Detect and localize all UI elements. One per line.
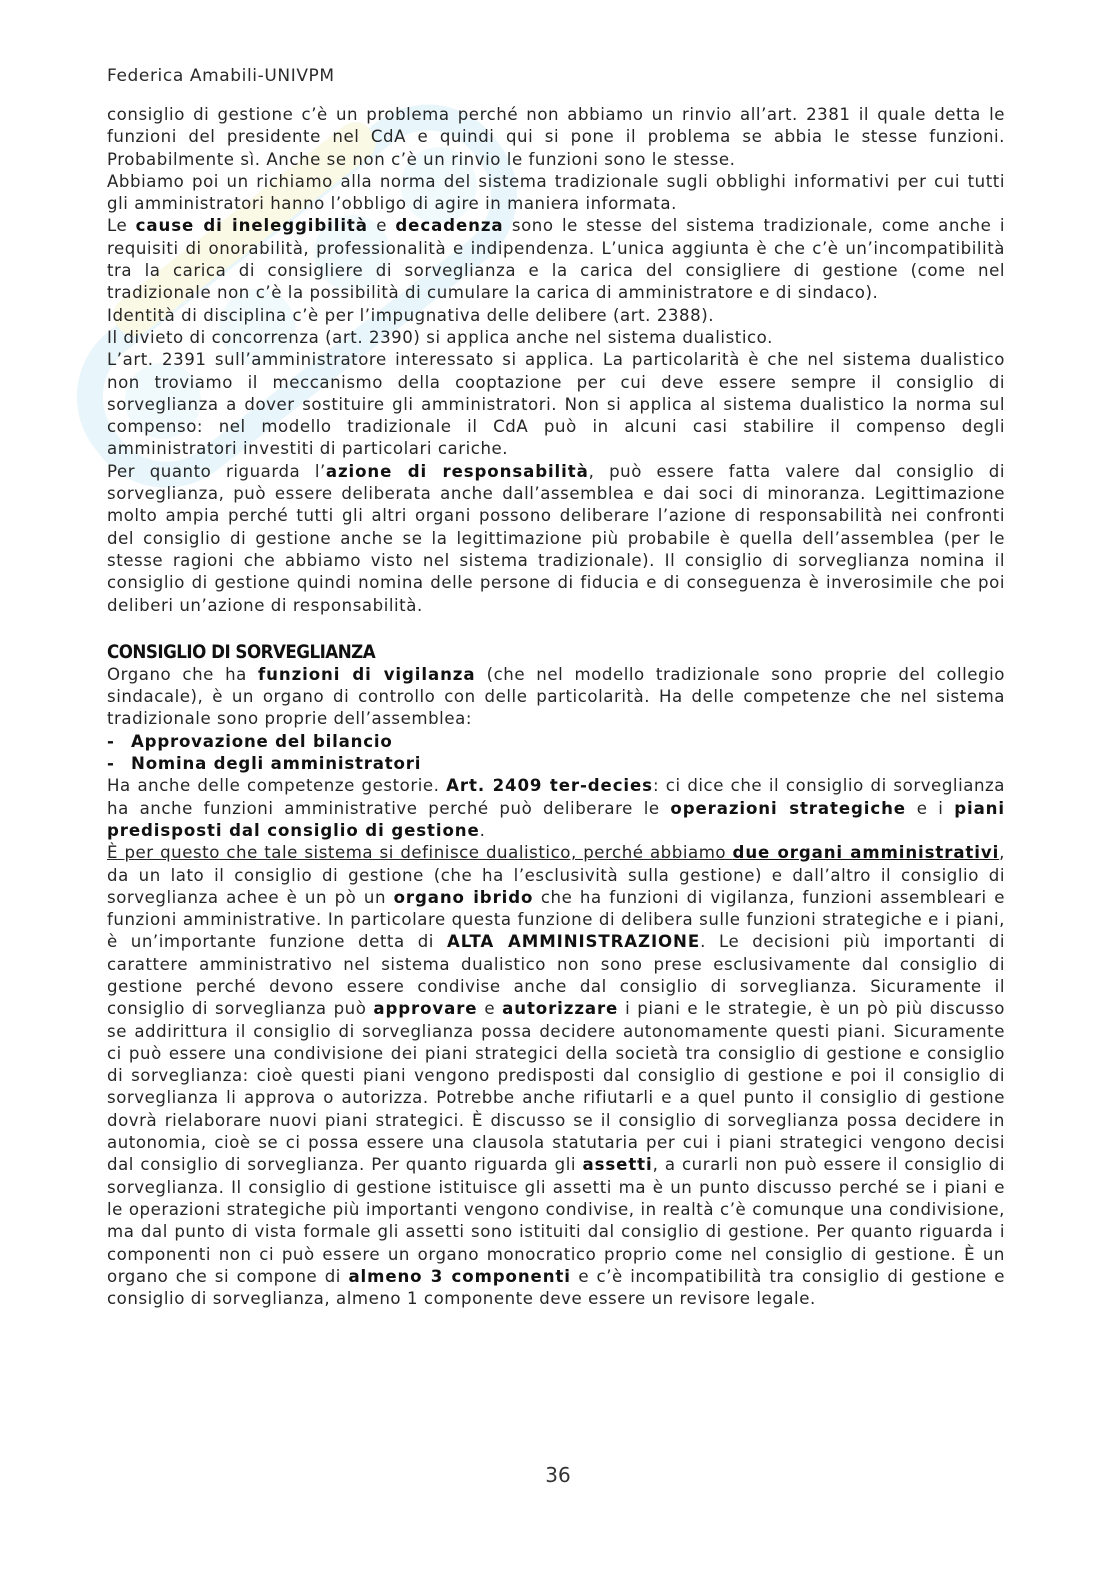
paragraph: Abbiamo poi un richiamo alla norma del sistema tradizionale sugli obblighi informativi per cui tutti gli amministratori hanno l’obbligo di agire in maniera informata. (107, 171, 1005, 214)
paragraph-dualistico: È per questo che tale sistema si definisce dualistico, perché abbiamo due organi amministrativi, da un lato il consiglio di gestione (che ha l’esclusività sulla gestione) e dall’altro il consiglio di sorveglianza achee è un pò un organo ibrido che ha funzioni di vigilanza, funzioni assembleari e funzioni amministrative. In particolare questa funzione di delibera sulle funzioni strategiche e i piani, è un’importante funzione detta di ALTA AMMINISTRAZIONE. Le decisioni più importanti di carattere amministrativo nel sistema dualistico non sono prese esclusivamente dal consiglio di gestione perché devono essere condivise anche dal consiglio di sorveglianza. Sicuramente il consiglio di sorveglianza può approvare e autorizzare i piani e le strategie, è un pò più discusso se addirittura il consiglio di sorveglianza possa decidere autonomamente questi piani. Sicuramente ci può essere una condivisione dei piani strategici della società tra consiglio di gestione e consiglio di sorveglianza: cioè questi piani vengono predisposti dal consiglio di gestione e poi il consiglio di sorveglianza li approva o autorizza. Potrebbe anche rifiutarli e a quel punto il consiglio di gestione dovrà rielaborare nuovi piani strategici. È discusso se il consiglio di sorveglianza possa decidere in autonomia, cioè se ci possa essere una clausola statutaria per cui i piani strategici vengono decisi dal consiglio di sorveglianza. Per quanto riguarda gli assetti, a curarli non può essere il consiglio di sorveglianza. Il consiglio di gestione istituisce gli assetti ma è un punto discusso perché se i piani e le operazioni strategiche più importanti vengono condivise, in realtà c’è comunque una condivisione, ma dal punto di vista formale gli assetti sono istituiti dal consiglio di gestione. Per quanto riguarda i componenti non ci può essere un organo monocratico proprio come nel consiglio di gestione. È un organo che si compone di almeno 3 componenti e c’è incompatibilità tra consiglio di gestione e consiglio di sorveglianza, almeno 1 componente deve essere un revisore legale. (107, 843, 1006, 1309)
paragraph-cause: Le cause di ineleggibilità e decadenza sono le stesse del sistema tradizionale, come anche i requisiti di onorabilità, professionalità e indipendenza. L’unica aggiunta è che c’è un’incompatibilità tra la carica di consigliere di sorveglianza e la carica del consigliere di gestione (come nel tradizionale non c’è la possibilità di cumulare la carica di amministratore e di sindaco). (107, 216, 1005, 303)
list-item: - Approvazione del bilancio (107, 731, 1005, 753)
paragraph-organo: Organo che ha funzioni di vigilanza (che nel modello tradizionale sono proprie del collegio sindacale), è un organo di controllo con delle particolarità. Ha delle competenze che nel sistema tradizionale sono proprie dell’assemblea: (107, 664, 1005, 729)
page-number: 36 (545, 1463, 571, 1487)
paragraph-competenze: Ha anche delle competenze gestorie. Art. 2409 ter-decies: ci dice che il consiglio di sorveglianza ha anche funzioni amministrative perché può deliberare le operazioni strategiche e i piani predisposti dal consiglio di gestione. (107, 776, 1005, 840)
dash-bullet-icon: - (107, 754, 115, 774)
paragraph-azione: Per quanto riguarda l’azione di responsabilità, può essere fatta valere dal consiglio di sorveglianza, può essere deliberata anche dall’assemblea e dai soci di minoranza. Legittimazione molto ampia perché tutti gli altri organi possono deliberare l’azione di responsabilità nei confronti del consiglio di gestione anche se la legittimazione più probabile è quella dell’assemblea (per le stesse ragioni che abbiamo visto nel sistema tradizionale). Il consiglio di sorveglianza nomina il consiglio di gestione quindi nomina delle persone di fiducia e di conseguenza è inverosimile che poi deliberi un’azione di responsabilità. (107, 461, 1005, 615)
list-item: - Nomina degli amministratori (107, 753, 1005, 775)
section-title: CONSIGLIO DI SORVEGLIANZA (107, 640, 376, 663)
paragraph: Il divieto di concorrenza (art. 2390) si applica anche nel sistema dualistico. (107, 327, 773, 347)
document-body (107, 104, 1005, 1310)
paragraph: consiglio di gestione c’è un problema perché non abbiamo un rinvio all’art. 2381 il quale detta le funzioni del presidente nel CdA e quindi qui si pone il problema se abbia le stesse funzioni. Probabilmente sì. Anche se non c’è un rinvio le funzioni sono le stesse. (107, 105, 1005, 169)
paragraph: Identità di disciplina c’è per l’impugnativa delle delibere (art. 2388). (107, 305, 715, 325)
page-header: Federica Amabili-UNIVPM (107, 66, 335, 86)
dash-bullet-icon: - (107, 731, 115, 751)
paragraph: L’art. 2391 sull’amministratore interessato si applica. La particolarità è che nel sistema dualistico non troviamo il meccanismo della cooptazione per cui deve essere sempre il consiglio di sorveglianza a dover sostituire gli amministratori. Non si applica al sistema dualistico la norma sul compenso: nel modello tradizionale il CdA può in alcuni casi stabilire il compenso degli amministratori investiti di particolari cariche. (107, 350, 1005, 459)
